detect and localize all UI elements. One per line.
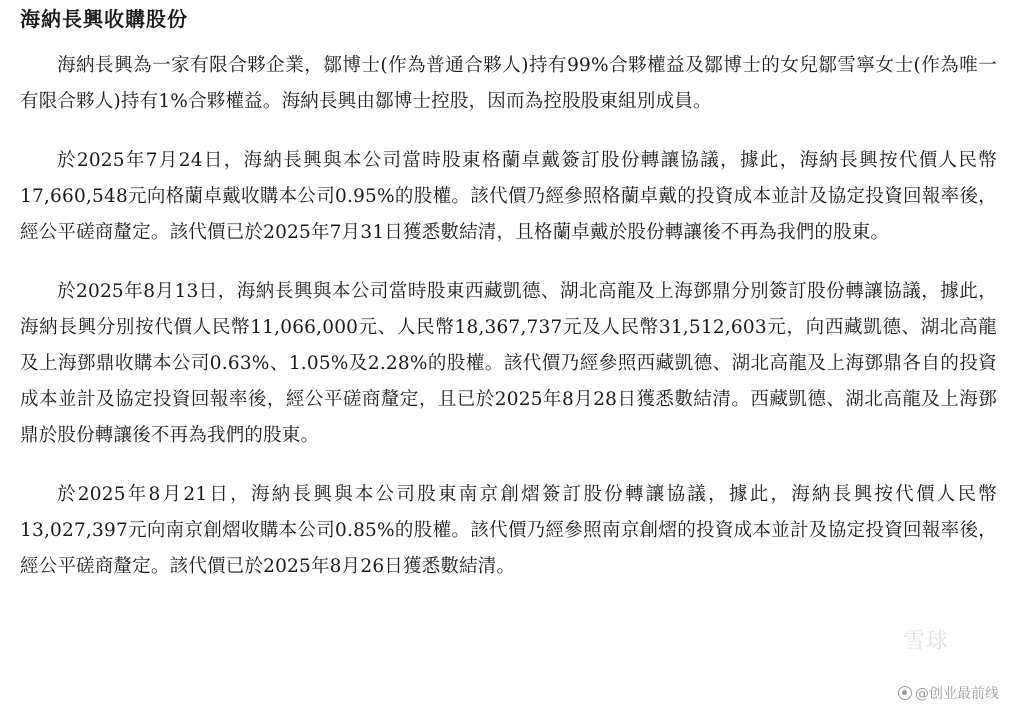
watermark-text: @创业最前线 [915, 686, 999, 702]
overlay-watermark: 雪球 [902, 629, 949, 654]
paragraph-transfer-aug13: 於2025年8月13日，海納長興與本公司當時股東西藏凱德、湖北高龍及上海鄧鼎分別簽訂股份轉讓協議，據此，海納長興分別按代價人民幣11,066,000元、人民幣18,367,737元及人民幣31,512,603元，向西藏凱德、湖北高龍及上海鄧鼎收購本公司0.63%、1.05%及2.28%的股權。該代價乃經參照西藏凱德、湖北高龍及上海鄧鼎各自的投資成本並計及協定投資回報率後，經公平磋商釐定，且已於2025年8月28日獲悉數結清。西藏凱德、湖北高龍及上海鄧鼎於股份轉讓後不再為我們的股東。 [20, 281, 997, 446]
source-watermark [898, 683, 999, 703]
section-heading: 海納長興收購股份 [20, 7, 188, 31]
circle-logo-icon [898, 686, 912, 700]
paragraph-ownership: 海納長興為一家有限合夥企業，鄒博士(作為普通合夥人)持有99%合夥權益及鄒博士的女兒鄒雪寧女士(作為唯一有限合夥人)持有1%合夥權益。海納長興由鄒博士控股，因而為控股股東組別成員。 [20, 55, 997, 112]
paragraph-transfer-july: 於2025年7月24日，海納長興與本公司當時股東格蘭卓戴簽訂股份轉讓協議，據此，海納長興按代價人民幣17,660,548元向格蘭卓戴收購本公司0.95%的股權。該代價乃經參照格蘭卓戴的投資成本並計及協定投資回報率後，經公平磋商釐定。該代價已於2025年7月31日獲悉數結清，且格蘭卓戴於股份轉讓後不再為我們的股東。 [20, 150, 997, 243]
paragraph-transfer-aug21: 於2025年8月21日，海納長興與本公司股東南京創熠簽訂股份轉讓協議，據此，海納長興按代價人民幣13,027,397元向南京創熠收購本公司0.85%的股權。該代價乃經參照南京創熠的投資成本並計及協定投資回報率後，經公平磋商釐定。該代價已於2025年8月26日獲悉數結清。 [20, 484, 997, 577]
